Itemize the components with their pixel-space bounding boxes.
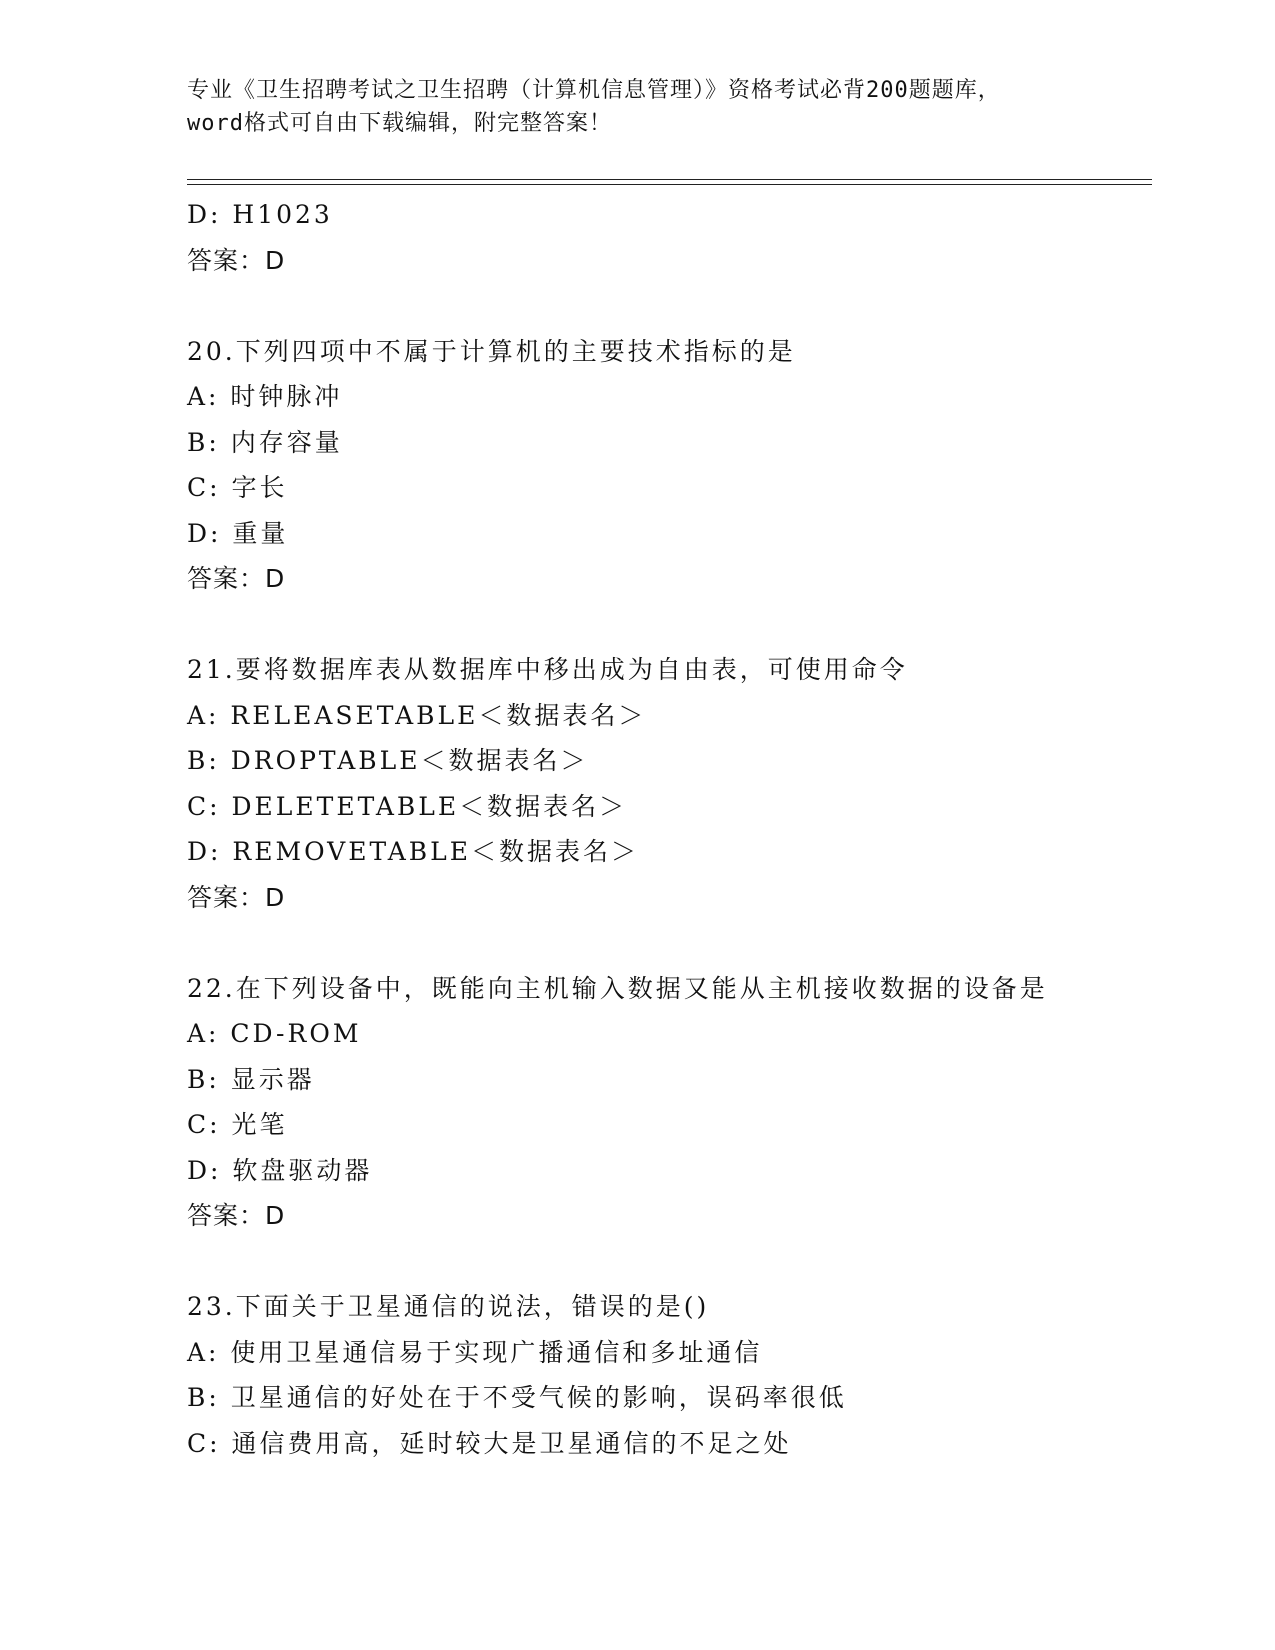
question-21 xyxy=(187,647,1187,920)
option-d: D: 软盘驱动器 xyxy=(187,1155,373,1185)
spacer xyxy=(187,920,1187,966)
option-a: A: RELEASETABLE＜数据表名＞ xyxy=(187,700,647,730)
question-23 xyxy=(187,1284,1187,1466)
option-c: C: 光笔 xyxy=(187,1110,288,1139)
option-c: C: 字长 xyxy=(187,473,288,502)
header-divider-bottom xyxy=(187,184,1152,185)
option-c: C: DELETETABLE＜数据表名＞ xyxy=(187,791,628,821)
option-b: B: 显示器 xyxy=(187,1064,315,1094)
option-b: B: DROPTABLE＜数据表名＞ xyxy=(187,746,589,775)
answer-line: 答案：D xyxy=(187,245,286,275)
option-d: D: H1023 xyxy=(187,200,333,229)
question-list xyxy=(187,192,1187,1466)
option-a: A: 使用卫星通信易于实现广播通信和多址通信 xyxy=(187,1337,763,1367)
option-b: B: 卫星通信的好处在于不受气候的影响，误码率很低 xyxy=(187,1383,847,1412)
spacer xyxy=(187,1239,1187,1285)
spacer xyxy=(187,602,1187,648)
option-a: A: CD-ROM xyxy=(187,1019,362,1048)
header-title-line-1: 专业《卫生招聘考试之卫生招聘（计算机信息管理）》资格考试必背200题题库， xyxy=(187,78,1001,103)
question-22 xyxy=(187,966,1187,1239)
question-20 xyxy=(187,329,1187,602)
answer-line: 答案：D xyxy=(187,564,286,593)
option-d: D: REMOVETABLE＜数据表名＞ xyxy=(187,837,640,866)
answer-line: 答案：D xyxy=(187,1201,286,1230)
spacer xyxy=(187,283,1187,329)
option-d: D: 重量 xyxy=(187,518,289,548)
header-title-line-2: word格式可自由下载编辑，附完整答案！ xyxy=(187,111,612,136)
answer-line: 答案：D xyxy=(187,882,286,912)
header-divider-top xyxy=(187,179,1152,180)
question-stem: 20.下列四项中不属于计算机的主要技术指标的是 xyxy=(187,336,796,366)
question-stem: 22.在下列设备中，既能向主机输入数据又能从主机接收数据的设备是 xyxy=(187,973,1048,1003)
document-header xyxy=(187,74,1087,140)
option-a: A: 时钟脉冲 xyxy=(187,382,343,411)
option-c: C: 通信费用高，延时较大是卫星通信的不足之处 xyxy=(187,1428,792,1458)
option-b: B: 内存容量 xyxy=(187,427,343,457)
question-19-tail xyxy=(187,192,1187,283)
question-stem: 21.要将数据库表从数据库中移出成为自由表，可使用命令 xyxy=(187,655,908,684)
question-stem: 23.下面关于卫星通信的说法，错误的是() xyxy=(187,1292,710,1321)
